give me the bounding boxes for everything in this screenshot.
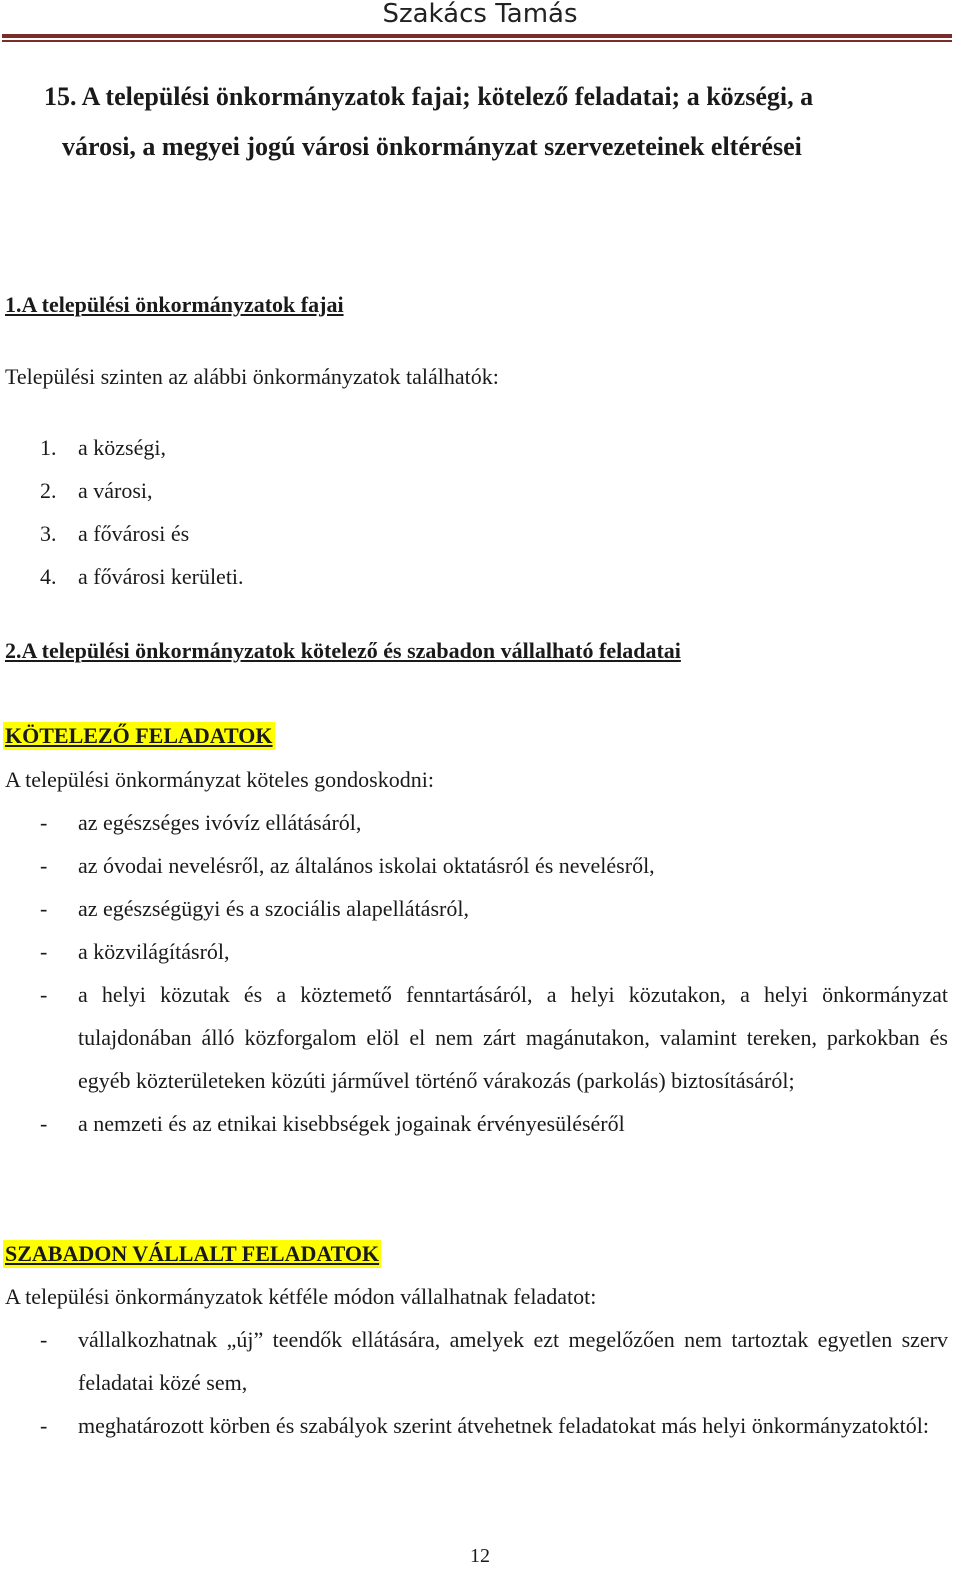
dash-bullet: -: [40, 939, 48, 964]
list-item: [40, 1102, 948, 1145]
list-number: 1.: [40, 435, 57, 460]
mandatory-tasks-list: [40, 801, 948, 1145]
voluntary-tasks-label: SZABADON VÁLLALT FELADATOK: [5, 1241, 380, 1266]
page-number: 12: [470, 1545, 490, 1567]
list-item: [40, 562, 244, 605]
title-line-2: városi, a megyei jogú városi önkormányzat szervezeteinek eltérései: [62, 132, 802, 161]
document-title: [44, 72, 924, 172]
dash-bullet: -: [40, 810, 48, 835]
list-number: 4.: [40, 564, 57, 589]
list-text: az egészséges ivóvíz ellátásáról,: [78, 810, 362, 835]
list-item: [40, 519, 244, 562]
list-item: [40, 1318, 948, 1404]
list-item: [40, 801, 948, 844]
voluntary-tasks-list: [40, 1318, 948, 1447]
list-item: [40, 973, 948, 1102]
list-text: a közvilágításról,: [78, 939, 230, 964]
list-text: az egészségügyi és a szociális alapellátásról,: [78, 896, 469, 921]
header-rule-thick: [2, 34, 952, 38]
list-text: a nemzeti és az etnikai kisebbségek jogainak érvényesüléséről: [78, 1111, 625, 1136]
section-1-intro: Települési szinten az alábbi önkormányzatok találhatók:: [5, 364, 499, 389]
section-1-heading: 1.A települési önkormányzatok fajai: [5, 292, 344, 317]
list-item: [40, 433, 244, 476]
list-item: [40, 1404, 948, 1447]
mandatory-tasks-label: KÖTELEZŐ FELADATOK: [5, 723, 273, 748]
list-item: [40, 887, 948, 930]
header-rule-thin: [2, 40, 952, 42]
list-text: a községi,: [78, 435, 166, 460]
list-text: a városi,: [78, 478, 153, 503]
list-item: [40, 930, 948, 973]
mandatory-intro: A települési önkormányzat köteles gondoskodni:: [5, 767, 434, 792]
section-2-heading: 2.A települési önkormányzatok kötelező és szabadon vállalható feladatai: [5, 638, 681, 663]
list-text: meghatározott körben és szabályok szerint átvehetnek feladatokat más helyi önkormányzatoktól:: [78, 1413, 929, 1438]
dash-bullet: -: [40, 1327, 48, 1352]
list-text: a fővárosi és: [78, 521, 190, 546]
list-number: 3.: [40, 521, 57, 546]
title-line-1: 15. A települési önkormányzatok fajai; kötelező feladatai; a községi, a: [44, 82, 814, 111]
municipality-types-list: [40, 433, 244, 605]
dash-bullet: -: [40, 1413, 48, 1438]
dash-bullet: -: [40, 1111, 48, 1136]
running-header: Szakács Tamás: [382, 0, 578, 29]
list-text: vállalkozhatnak „új” teendők ellátására, amelyek ezt megelőzően nem tartoztak egyetlen szerv feladatai közé sem,: [78, 1327, 948, 1395]
list-text: a fővárosi kerületi.: [78, 564, 244, 589]
list-item: [40, 844, 948, 887]
list-number: 2.: [40, 478, 57, 503]
dash-bullet: -: [40, 853, 48, 878]
dash-bullet: -: [40, 896, 48, 921]
list-text: a helyi közutak és a köztemető fenntartásáról, a helyi közutakon, a helyi önkormányzat tulajdonában álló közforgalom elöl el nem zárt magánutakon, valamint tereken, parkokban és egyéb közterületeken közúti járművel történő várakozás (parkolás) biztosításáról;: [78, 982, 948, 1093]
list-item: [40, 476, 244, 519]
voluntary-intro: A települési önkormányzatok kétféle módon vállalhatnak feladatot:: [5, 1284, 597, 1309]
list-text: az óvodai nevelésről, az általános iskolai oktatásról és nevelésről,: [78, 853, 655, 878]
dash-bullet: -: [40, 982, 48, 1007]
